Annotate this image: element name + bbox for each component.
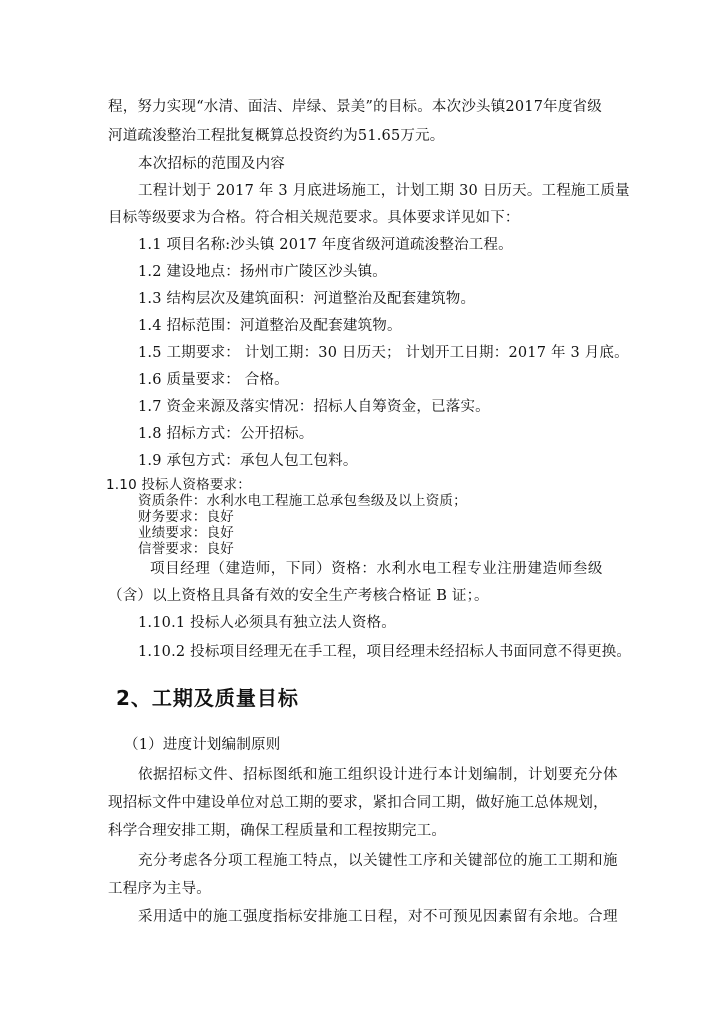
para1-line-3: 科学合理安排工期，确保工程质量和工程按期完工。 xyxy=(108,823,447,839)
qualification-title: 1.10 投标人资格要求： xyxy=(106,477,251,493)
item-1-8: 1.8 招标方式：公开招标。 xyxy=(138,426,314,442)
item-1-5: 1.5 工期要求： 计划工期：30 日历天； 计划开工日期：2017 年 3 月底。 xyxy=(138,345,629,361)
para2-line-2: 工程序为主导。 xyxy=(108,881,211,897)
qualification-line-4: 信誉要求：良好 xyxy=(138,541,234,557)
sub-item-1-10-1: 1.10.1 投标人必须具有独立法人资格。 xyxy=(138,615,396,631)
item-1-1: 1.1 项目名称:沙头镇 2017 年度省级河道疏浚整治工程。 xyxy=(138,237,513,253)
item-1-6: 1.6 质量要求： 合格。 xyxy=(138,372,289,388)
item-1-4: 1.4 招标范围：河道整治及配套建筑物。 xyxy=(138,318,402,334)
manager-line-2: （含）以上资格且具备有效的安全生产考核合格证 B 证；。 xyxy=(108,588,489,604)
para1-line-1: 依据招标文件、招标图纸和施工组织设计进行本计划编制，计划要充分体 xyxy=(138,767,618,783)
sub-item-1-10-2: 1.10.2 投标项目经理无在手工程，项目经理未经招标人书面同意不得更换。 xyxy=(138,644,632,660)
qualification-line-2: 财务要求：良好 xyxy=(138,509,234,525)
section-2-heading: 2、工期及质量目标 xyxy=(116,686,299,710)
para1-line-2: 现招标文件中建设单位对总工期的要求，紧扣合同工期，做好施工总体规划， xyxy=(108,795,608,811)
qualification-line-1: 资质条件：水利水电工程施工总承包叁级及以上资质； xyxy=(138,493,467,509)
item-1-3: 1.3 结构层次及建筑面积：河道整治及配套建筑物。 xyxy=(138,291,476,307)
intro-line-1: 程，努力实现“水清、面洁、岸绿、景美”的目标。本次沙头镇2017年度省级 xyxy=(108,99,602,115)
intro-line-2: 河道疏浚整治工程批复概算总投资约为51.65万元。 xyxy=(108,128,445,144)
item-1-7: 1.7 资金来源及落实情况：招标人自筹资金，已落实。 xyxy=(138,399,490,415)
qualification-line-3: 业绩要求：良好 xyxy=(138,525,234,541)
plan-line-1: 工程计划于 2017 年 3 月底进场施工，计划工期 30 日历天。工程施工质量 xyxy=(138,183,630,199)
scope-title: 本次招标的范围及内容 xyxy=(138,156,285,172)
item-1-9: 1.9 承包方式：承包人包工包料。 xyxy=(138,453,358,469)
item-1-2: 1.2 建设地点：扬州市广陵区沙头镇。 xyxy=(138,264,387,280)
para2-line-1: 充分考虑各分项工程施工特点，以关键性工序和关键部位的施工工期和施 xyxy=(138,853,618,869)
manager-line-1: 项目经理（建造师，下同）资格：水利水电工程专业注册建造师叁级 xyxy=(150,561,603,577)
para3-line-1: 采用适中的施工强度指标安排施工日程，对不可预见因素留有余地。合理 xyxy=(138,909,618,925)
schedule-title: （1）进度计划编制原则 xyxy=(124,737,281,753)
plan-line-2: 目标等级要求为合格。符合相关规范要求。具体要求详见如下： xyxy=(108,210,520,226)
